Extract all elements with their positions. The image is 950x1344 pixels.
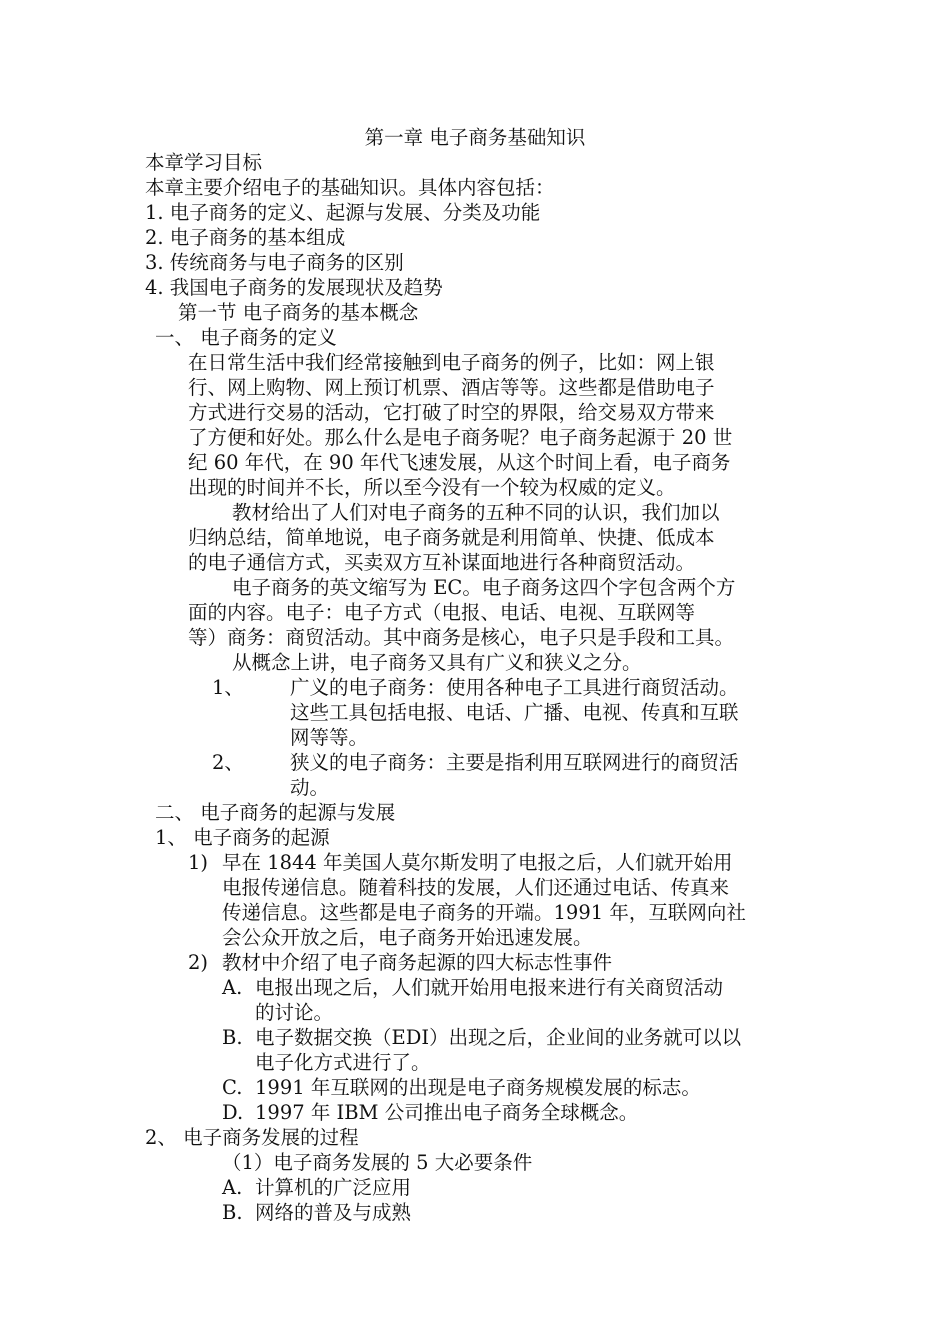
paragraph-line: 在日常生活中我们经常接触到电子商务的例子，比如：网上银 (188, 351, 715, 374)
event-line: 的讨论。 (255, 1001, 334, 1024)
objectives-heading: 本章学习目标 (145, 151, 263, 174)
chapter-title: 第一章 电子商务基础知识 (364, 126, 586, 149)
list-item-line: 广义的电子商务：使用各种电子工具进行商贸活动。 (290, 676, 739, 699)
list-item-line: 电报传递信息。随着科技的发展，人们还通过电话、传真来 (222, 876, 730, 899)
sub-heading: 1、 电子商务的起源 (155, 826, 330, 849)
event-letter: B. (222, 1026, 243, 1049)
section-title: 第一节 电子商务的基本概念 (178, 301, 419, 324)
sub-sub-heading: （1）电子商务发展的 5 大必要条件 (222, 1151, 533, 1174)
objectives-intro: 本章主要介绍电子的基础知识。具体内容包括： (145, 176, 555, 199)
event-letter: C. (222, 1076, 243, 1099)
condition-letter: A. (222, 1176, 243, 1199)
paragraph-line: 了方便和好处。那么什么是电子商务呢？电子商务起源于 20 世 (188, 426, 733, 449)
event-line: 1997 年 IBM 公司推出电子商务全球概念。 (255, 1101, 639, 1124)
paragraph-line: 归纳总结，简单地说，电子商务就是利用简单、快捷、低成本 (188, 526, 715, 549)
event-line: 电子化方式进行了。 (255, 1051, 431, 1074)
paragraph-line: 面的内容。电子：电子方式（电报、电话、电视、互联网等 (188, 601, 696, 624)
list-item-line: 传递信息。这些都是电子商务的开端。1991 年，互联网向社 (222, 901, 746, 924)
condition-letter: B. (222, 1201, 243, 1224)
event-line: 1991 年互联网的出现是电子商务规模发展的标志。 (255, 1076, 701, 1099)
paragraph-line: 纪 60 年代，在 90 年代飞速发展，从这个时间上看，电子商务 (188, 451, 731, 474)
list-number: 1、 (212, 676, 244, 699)
list-item-line: 狭义的电子商务：主要是指利用互联网进行的商贸活 (290, 751, 739, 774)
list-number: 2) (188, 951, 209, 974)
event-letter: D. (222, 1101, 244, 1124)
sub-heading: 2、 电子商务发展的过程 (145, 1126, 359, 1149)
condition-text: 网络的普及与成熟 (255, 1201, 412, 1224)
list-item-line: 这些工具包括电报、电话、广播、电视、传真和互联 (290, 701, 739, 724)
paragraph-line: 方式进行交易的活动，它打破了时空的界限，给交易双方带来 (188, 401, 715, 424)
condition-text: 计算机的广泛应用 (255, 1176, 412, 1199)
event-line: 电子数据交换（EDI）出现之后，企业间的业务就可以以 (255, 1026, 742, 1049)
event-letter: A. (222, 976, 243, 999)
paragraph-line: 的电子通信方式，买卖双方互补谋面地进行各种商贸活动。 (188, 551, 696, 574)
list-item-line: 网等等。 (290, 726, 369, 749)
list-number: 2、 (212, 751, 244, 774)
part-heading: 一、 电子商务的定义 (155, 326, 337, 349)
objective-item: 2. 电子商务的基本组成 (145, 226, 346, 249)
list-item-line: 教材中介绍了电子商务起源的四大标志性事件 (222, 951, 613, 974)
part-heading: 二、 电子商务的起源与发展 (155, 801, 396, 824)
objective-item: 4. 我国电子商务的发展现状及趋势 (145, 276, 443, 299)
paragraph-line: 行、网上购物、网上预订机票、酒店等等。这些都是借助电子 (188, 376, 715, 399)
paragraph-line: 从概念上讲，电子商务又具有广义和狭义之分。 (232, 651, 642, 674)
list-item-line: 会公众开放之后，电子商务开始迅速发展。 (222, 926, 593, 949)
paragraph-line: 电子商务的英文缩写为 EC。电子商务这四个字包含两个方 (232, 576, 736, 599)
objective-item: 3. 传统商务与电子商务的区别 (145, 251, 404, 274)
objective-item: 1. 电子商务的定义、起源与发展、分类及功能 (145, 201, 541, 224)
list-number: 1) (188, 851, 209, 874)
list-item-line: 动。 (290, 776, 330, 799)
paragraph-line: 教材给出了人们对电子商务的五种不同的认识，我们加以 (232, 501, 720, 524)
list-item-line: 早在 1844 年美国人莫尔斯发明了电报之后，人们就开始用 (222, 851, 733, 874)
paragraph-line: 出现的时间并不长，所以至今没有一个较为权威的定义。 (188, 476, 676, 499)
paragraph-line: 等）商务：商贸活动。其中商务是核心，电子只是手段和工具。 (188, 626, 735, 649)
event-line: 电报出现之后，人们就开始用电报来进行有关商贸活动 (255, 976, 724, 999)
